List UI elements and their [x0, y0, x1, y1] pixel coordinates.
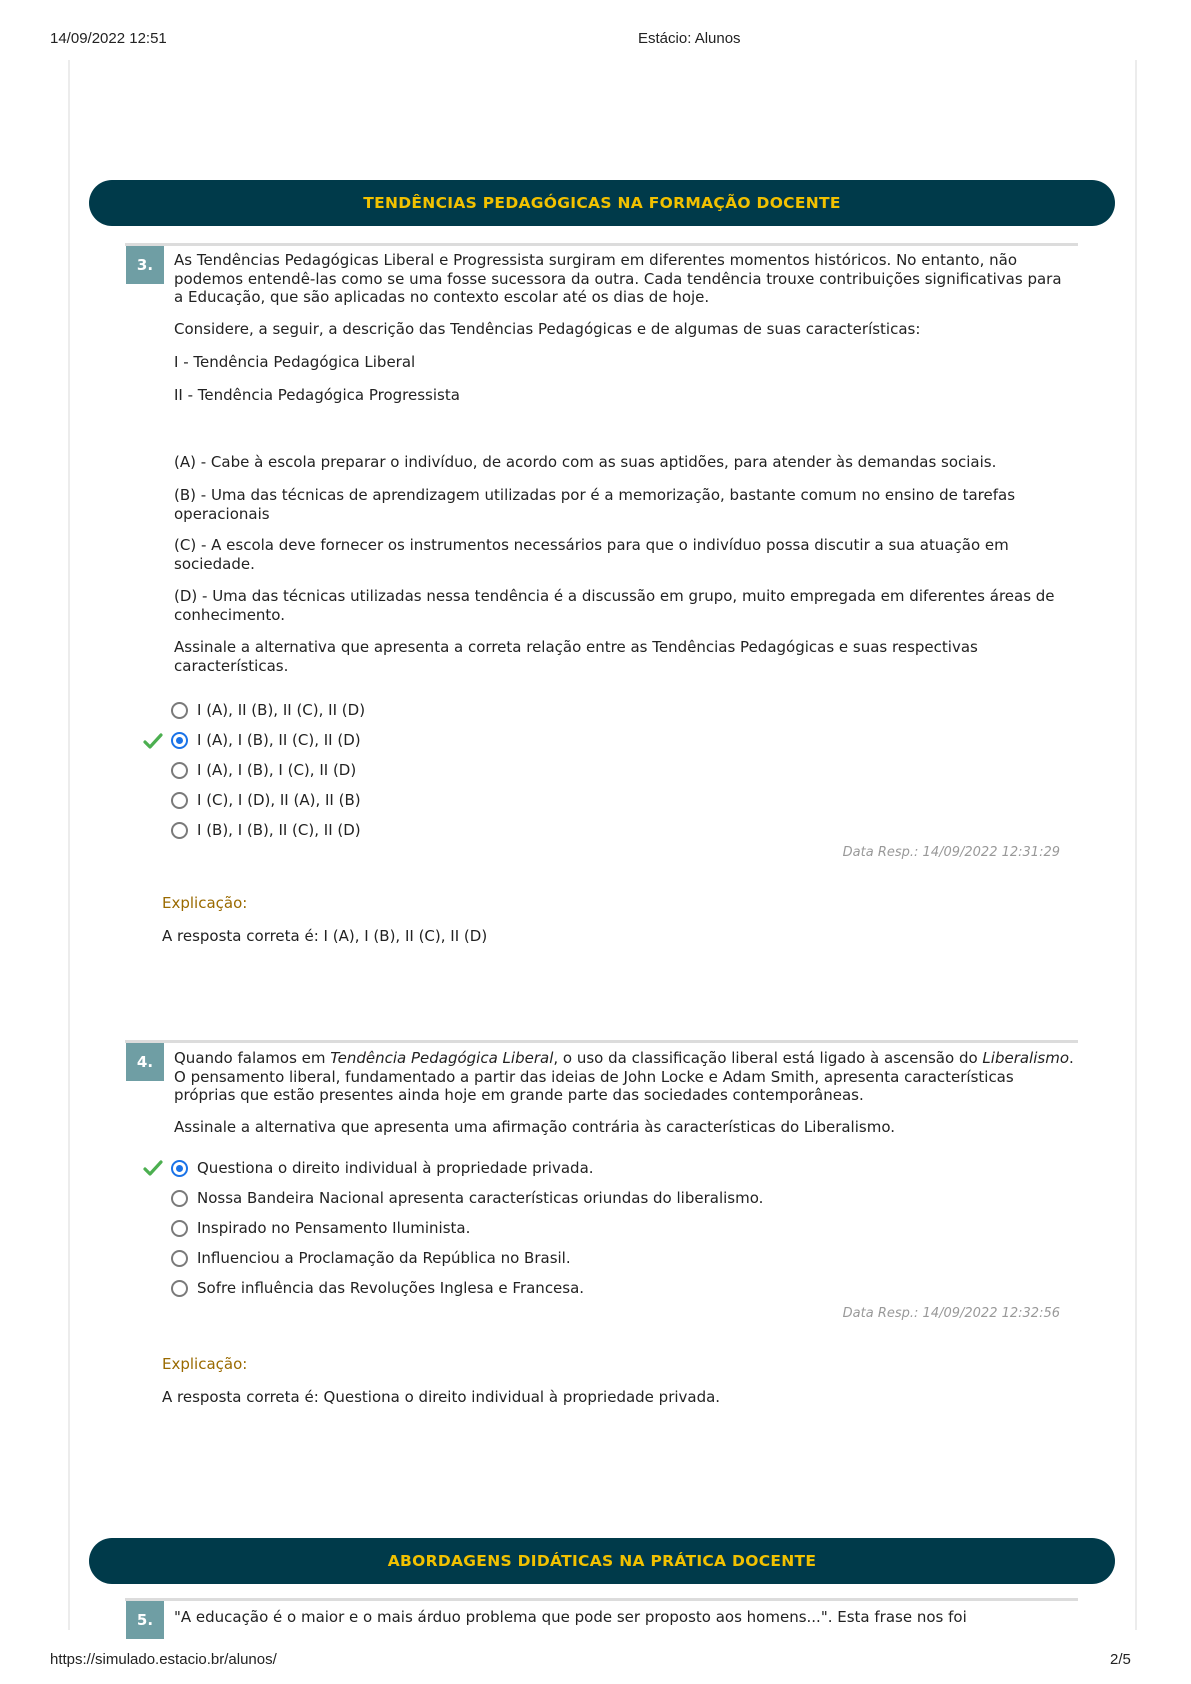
radio-button[interactable]: [171, 702, 188, 719]
right-border: [1135, 60, 1137, 1630]
print-title: Estácio: Alunos: [638, 30, 741, 47]
question-paragraph: As Tendências Pedagógicas Liberal e Progressista surgiram em diferentes momentos históricos. No entanto, não podemos entendê-las como se uma fosse sucessora da outra. Cada tendência trouxe contribuições significativas para a Educação, que são aplicadas no contexto escolar até os dias de hoje.: [174, 251, 1062, 306]
question-divider: [125, 1040, 1078, 1043]
question-paragraph: (B) - Uma das técnicas de aprendizagem utilizadas por é a memorização, bastante comum no ensino de tarefas operacionais: [174, 486, 1016, 523]
answer-date: Data Resp.: 14/09/2022 12:31:29: [842, 845, 1060, 860]
option-label: I (A), II (B), II (C), II (D): [197, 701, 366, 719]
answer-option[interactable]: [171, 1185, 763, 1211]
option-label: I (A), I (B), II (C), II (D): [197, 731, 361, 749]
question-divider: [125, 243, 1078, 246]
question-prompt: Assinale a alternativa que apresenta uma afirmação contrária às características do Liberalismo.: [174, 1118, 896, 1136]
option-label: Nossa Bandeira Nacional apresenta características oriundas do liberalismo.: [197, 1189, 764, 1207]
radio-button[interactable]: [171, 1190, 188, 1207]
explanation-text: A resposta correta é: Questiona o direito individual à propriedade privada.: [162, 1388, 721, 1406]
question-paragraph: Quando falamos em Tendência Pedagógica Liberal, o uso da classificação liberal está ligado à ascensão do Liberalismo. O pensamento liberal, fundamentado a partir das ideias de John Locke e Adam Smith, apresenta características próprias que estão presentes ainda hoje em grande parte das sociedades contemporâneas.: [174, 1049, 1074, 1104]
answer-option[interactable]: [171, 727, 361, 753]
question-paragraph: "A educação é o maior e o mais árduo problema que pode ser proposto aos homens...". Esta frase nos foi: [174, 1608, 967, 1626]
radio-button[interactable]: [171, 792, 188, 809]
question-paragraph: Considere, a seguir, a descrição das Tendências Pedagógicas e de algumas de suas características:: [174, 320, 921, 338]
print-datetime: 14/09/2022 12:51: [50, 30, 167, 47]
question-paragraph: (C) - A escola deve fornecer os instrumentos necessários para que o indivíduo possa discutir a sua atuação em sociedade.: [174, 536, 1009, 573]
radio-button-selected[interactable]: [171, 1160, 188, 1177]
option-label: Questiona o direito individual à propriedade privada.: [197, 1159, 594, 1177]
explanation-title: Explicação:: [162, 1355, 248, 1373]
answer-option[interactable]: [171, 787, 361, 813]
option-label: I (B), I (B), II (C), II (D): [197, 821, 361, 839]
option-label: I (A), I (B), I (C), II (D): [197, 761, 357, 779]
option-label: Sofre influência das Revoluções Inglesa e Francesa.: [197, 1279, 585, 1297]
answer-option[interactable]: [171, 817, 361, 843]
question-number: 5.: [126, 1601, 164, 1639]
radio-button-selected[interactable]: [171, 732, 188, 749]
left-border: [68, 60, 70, 1630]
question-number: 4.: [126, 1043, 164, 1081]
question-divider: [125, 1598, 1078, 1601]
question-paragraph: (D) - Uma das técnicas utilizadas nessa tendência é a discussão em grupo, muito empregada em diferentes áreas de conhecimento.: [174, 587, 1055, 624]
answer-date: Data Resp.: 14/09/2022 12:32:56: [842, 1306, 1060, 1321]
explanation-title: Explicação:: [162, 894, 248, 912]
radio-button[interactable]: [171, 762, 188, 779]
answer-option[interactable]: [171, 697, 365, 723]
radio-button[interactable]: [171, 1280, 188, 1297]
answer-option[interactable]: [171, 757, 356, 783]
answer-option[interactable]: [171, 1215, 470, 1241]
print-url: https://simulado.estacio.br/alunos/: [50, 1651, 277, 1668]
option-label: I (C), I (D), II (A), II (B): [197, 791, 361, 809]
explanation-text: A resposta correta é: I (A), I (B), II (C), II (D): [162, 927, 488, 945]
answer-option[interactable]: [171, 1155, 594, 1181]
correct-check-icon: [143, 731, 163, 751]
question-paragraph: Assinale a alternativa que apresenta a correta relação entre as Tendências Pedagógicas e suas respectivas características.: [174, 638, 978, 675]
print-page-number: 2/5: [1110, 1651, 1131, 1668]
answer-option[interactable]: [171, 1245, 571, 1271]
question-number: 3.: [126, 246, 164, 284]
question-paragraph: (A) - Cabe à escola preparar o indivíduo, de acordo com as suas aptidões, para atender às demandas sociais.: [174, 453, 997, 471]
option-label: Influenciou a Proclamação da República no Brasil.: [197, 1249, 571, 1267]
answer-option[interactable]: [171, 1275, 584, 1301]
question-paragraph: II - Tendência Pedagógica Progressista: [174, 386, 460, 404]
radio-button[interactable]: [171, 1220, 188, 1237]
section-banner: TENDÊNCIAS PEDAGÓGICAS NA FORMAÇÃO DOCENTE: [89, 180, 1115, 226]
radio-button[interactable]: [171, 1250, 188, 1267]
radio-button[interactable]: [171, 822, 188, 839]
option-label: Inspirado no Pensamento Iluminista.: [197, 1219, 471, 1237]
question-paragraph: I - Tendência Pedagógica Liberal: [174, 353, 416, 371]
section-banner: ABORDAGENS DIDÁTICAS NA PRÁTICA DOCENTE: [89, 1538, 1115, 1584]
correct-check-icon: [143, 1158, 163, 1178]
